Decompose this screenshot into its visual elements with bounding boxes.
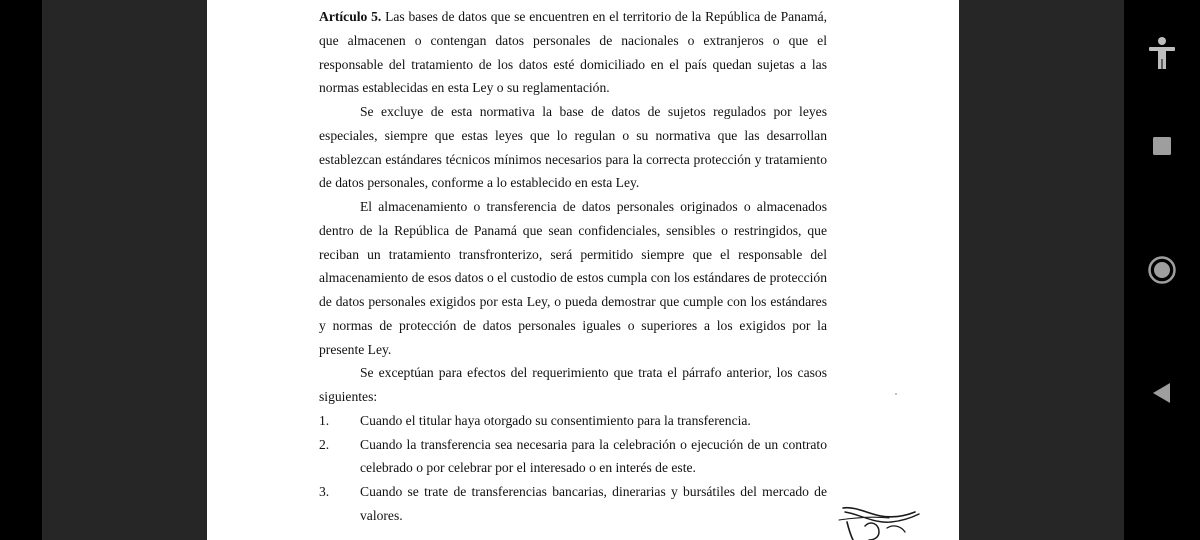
scan-speck — [895, 393, 897, 395]
list-text: Cuando la transferencia sea necesaria para la celebración o ejecución de un contrato celebrado o por celebrar por el interesado o en interés de este. — [360, 436, 827, 476]
paragraph-exclusion: Se excluye de esta normativa la base de datos de sujetos regulados por leyes especiales, siempre que estas leyes que lo regulan o su normativa que las desarrollan establezcan estándares técnicos mínimos necesarios para la correcta protección y tratamiento de datos personales, conforme a lo establecido en esta Ley. — [319, 104, 827, 191]
paragraph-exceptions: Se exceptúan para efectos del requerimiento que trata el párrafo anterior, los casos siguientes: — [319, 365, 827, 404]
accessibility-button[interactable] — [1140, 31, 1184, 75]
list-number: 3. — [319, 484, 330, 499]
paragraph-transfer: El almacenamiento o transferencia de datos personales originados o almacenados dentro de la República de Panamá que sean confidenciales, sensibles o restringidos, que reciban un tratamiento transfronterizo, será permitido siempre que el responsable del almacenamiento de esos datos o el custodio de estos cumpla con los estándares de protección de datos personales exigidos por esta Ley, o pueda demostrar que cumple con los estándares y normas de protección de datos personales iguales o superiores a los exigidos por la presente Ley. — [319, 199, 827, 357]
accessibility-icon — [1147, 36, 1177, 70]
recents-button[interactable] — [1140, 124, 1184, 168]
document-page[interactable] — [207, 0, 959, 540]
list-text: Cuando se trate de transferencias bancarias, dinerarias y bursátiles del mercado de valores. — [360, 484, 827, 523]
circle-icon — [1147, 255, 1177, 285]
list-number: 1. — [319, 412, 330, 428]
article-intro: Las bases de datos que se encuentren en el territorio de la República de Panamá, que almacenen o contengan datos personales de nacionales o extranjeros o que el responsable del tratamiento de los datos esté domiciliado en el país quedan sujetas a las normas establecidas en esta Ley o su reglamentación. — [319, 9, 827, 96]
home-button[interactable] — [1140, 248, 1184, 292]
list-item — [319, 433, 827, 481]
square-icon — [1151, 135, 1173, 157]
back-button[interactable] — [1140, 371, 1184, 415]
article-heading: Artículo 5. — [319, 9, 382, 24]
signature-mark — [835, 502, 921, 540]
article-5-paragraph — [319, 5, 827, 100]
side-navigation-bar — [1124, 0, 1200, 540]
document-text — [319, 5, 827, 528]
triangle-back-icon — [1150, 381, 1174, 405]
list-number: 2. — [319, 436, 330, 452]
list-text: Cuando el titular haya otorgado su consentimiento para la transferencia. — [360, 412, 751, 428]
list-item — [319, 409, 827, 433]
list-item — [319, 480, 827, 528]
